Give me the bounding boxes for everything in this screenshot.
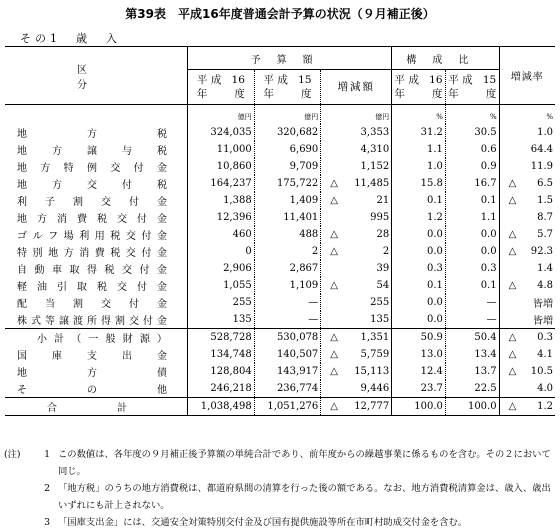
cell-diff-sign: △ — [321, 175, 338, 192]
notes-label: (注) — [4, 449, 21, 460]
row-name: 特別地方消費税交付金 — [17, 248, 167, 259]
table-row — [5, 124, 555, 141]
cell-v15: 1,109 — [254, 277, 321, 294]
table-row — [5, 294, 555, 311]
cell-p16: 0.1 — [392, 277, 446, 294]
header-diff: 増減額 — [321, 70, 392, 105]
cell-rate-sign: △ — [499, 243, 516, 260]
cell-p15: 13.7 — [445, 363, 499, 380]
cell-diff-sign — [321, 311, 338, 329]
row-name: 配当割交付金 — [17, 299, 167, 310]
table-row — [5, 380, 555, 398]
table-row — [5, 398, 555, 416]
cell-p15: 22.5 — [445, 380, 499, 398]
cell-rate-sign: △ — [499, 346, 516, 363]
unit-v16: 億円 — [188, 105, 255, 125]
cell-diff: 12,777 — [338, 398, 392, 416]
cell-p16: 100.0 — [392, 398, 446, 416]
cell-p16: 1.1 — [392, 141, 446, 158]
cell-rate-sign — [499, 294, 516, 311]
header-r16: 平成 16年度 — [392, 70, 446, 105]
cell-p15: 0.9 — [445, 158, 499, 175]
cell-p15: 16.7 — [445, 175, 499, 192]
cell-v15: 530,078 — [254, 329, 321, 347]
cell-v16: 1,038,498 — [188, 398, 255, 416]
cell-diff-sign — [321, 124, 338, 141]
cell-diff-sign — [321, 141, 338, 158]
cell-rate-sign: △ — [499, 277, 516, 294]
cell-p15: 0.1 — [445, 192, 499, 209]
header-ratio: 構成比 — [392, 47, 499, 70]
table-row — [5, 277, 555, 294]
cell-v16: 324,035 — [188, 124, 255, 141]
table-row — [5, 363, 555, 380]
cell-v15: 2 — [254, 243, 321, 260]
cell-rate-sign: △ — [499, 329, 516, 347]
cell-diff-sign: △ — [321, 277, 338, 294]
cell-rate-sign — [499, 311, 516, 329]
cell-rate: 10.5 — [530, 366, 553, 377]
cell-p15: 100.0 — [445, 398, 499, 416]
cell-rate: 92.3 — [530, 246, 553, 257]
cell-diff-sign — [321, 158, 338, 175]
cell-diff: 1,351 — [338, 329, 392, 347]
header-category: 区 分 — [77, 64, 252, 91]
cell-v16: 164,237 — [188, 175, 255, 192]
cell-diff: 3,353 — [360, 127, 390, 138]
cell-diff-sign: △ — [321, 398, 338, 416]
cell-v15: 6,690 — [254, 141, 321, 158]
cell-v16: 460 — [188, 226, 255, 243]
cell-diff-sign — [321, 260, 338, 277]
cell-diff: 2 — [382, 246, 390, 257]
cell-rate: 8.7 — [537, 212, 553, 223]
cell-rate-sign — [499, 260, 516, 277]
cell-v15: 488 — [254, 226, 321, 243]
table-row — [5, 329, 555, 347]
cell-rate: 皆増 — [533, 299, 553, 310]
cell-diff-sign: △ — [321, 363, 338, 380]
cell-v15: 1,409 — [254, 192, 321, 209]
cell-rate: 11.9 — [530, 161, 553, 172]
cell-p16: 31.2 — [392, 124, 446, 141]
cell-diff: 135 — [370, 314, 390, 325]
cell-rate: 1.4 — [537, 263, 553, 274]
cell-diff-sign — [321, 209, 338, 226]
cell-diff-sign — [321, 294, 338, 311]
cell-p15: — — [445, 294, 499, 311]
cell-diff: 4,310 — [360, 144, 390, 155]
cell-p15: 1.1 — [445, 209, 499, 226]
row-name: 地方消費税交付金 — [17, 214, 167, 225]
cell-v16: 0 — [188, 243, 255, 260]
cell-p16: 0.0 — [392, 243, 446, 260]
cell-v15: 175,722 — [254, 175, 321, 192]
cell-rate-sign — [499, 380, 516, 398]
cell-p15: — — [445, 311, 499, 329]
cell-v16: 528,728 — [188, 329, 255, 347]
cell-v16: 135 — [188, 311, 255, 329]
cell-p15: 50.4 — [445, 329, 499, 347]
cell-rate: 皆増 — [533, 316, 553, 327]
cell-v16: 128,804 — [188, 363, 255, 380]
cell-v15: 9,709 — [254, 158, 321, 175]
cell-diff-sign: △ — [321, 226, 338, 243]
row-name: 合計 — [5, 398, 188, 416]
note-1-text: この数値は、各年度の９月補正後予算額の単純合計であり、前年度からの繰越事業に係るものを含む。その２において同じ。 — [58, 449, 551, 477]
row-name: ゴルフ場利用税交付金 — [17, 231, 167, 242]
cell-diff: 995 — [370, 212, 390, 223]
unit-p15: % — [445, 105, 499, 125]
cell-v15: 320,682 — [254, 124, 321, 141]
cell-v15: 143,917 — [254, 363, 321, 380]
cell-p15: 0.6 — [445, 141, 499, 158]
cell-diff: 54 — [376, 280, 390, 291]
cell-rate-sign: △ — [499, 175, 516, 192]
cell-p16: 0.3 — [392, 260, 446, 277]
cell-rate: 64.4 — [530, 144, 553, 155]
cell-v15: 236,774 — [254, 380, 321, 398]
row-name: 地方債 — [17, 368, 167, 379]
cell-diff: 9,446 — [360, 383, 390, 394]
row-name: 地方特例交付金 — [17, 163, 167, 174]
cell-diff: 11,485 — [354, 178, 390, 189]
cell-v16: 12,396 — [188, 209, 255, 226]
cell-diff: 28 — [376, 229, 390, 240]
table-row — [5, 226, 555, 243]
cell-rate-sign — [499, 124, 516, 141]
note-2-text: 「地方税」のうちの地方消費税は、都道府県間の清算を行った後の額である。なお、地方消費税清算金は、歳入、歳出いずれにも計上されない。 — [58, 483, 551, 511]
cell-v15: 140,507 — [254, 346, 321, 363]
header-rate: 増減率 — [499, 47, 555, 105]
cell-v15: 1,051,276 — [254, 398, 321, 416]
revenue-table — [5, 46, 555, 416]
cell-rate-sign — [499, 209, 516, 226]
table-row — [5, 175, 555, 192]
cell-rate: 5.7 — [537, 229, 553, 240]
cell-rate-sign — [499, 158, 516, 175]
table-title: 第39表 平成16年度普通会計予算の状況（９月補正後） — [125, 7, 435, 21]
cell-p15: 0.3 — [445, 260, 499, 277]
row-name: 地方交付税 — [17, 180, 167, 191]
row-name: 軽油引取税交付金 — [17, 282, 167, 293]
cell-rate: 6.5 — [537, 178, 553, 189]
unit-v15: 億円 — [254, 105, 321, 125]
cell-v16: 1,055 — [188, 277, 255, 294]
cell-v16: 246,218 — [188, 380, 255, 398]
cell-diff-sign: △ — [321, 329, 338, 347]
cell-rate: 1.2 — [516, 398, 555, 416]
cell-diff-sign: △ — [321, 243, 338, 260]
cell-rate-sign: △ — [499, 398, 516, 416]
row-name: 小計（一般財源） — [5, 329, 188, 347]
cell-rate-sign: △ — [499, 226, 516, 243]
cell-diff: 15,113 — [354, 366, 390, 377]
row-name: その他 — [17, 385, 167, 396]
note-2: 2 「地方税」のうちの地方消費税は、都道府県間の清算を行った後の額である。なお、地方消費税清算金は、歳入、歳出いずれにも計上されない。 — [4, 480, 556, 514]
cell-p16: 1.0 — [392, 158, 446, 175]
header-h15: 平成 15年度 — [254, 70, 321, 105]
cell-rate: 4.0 — [537, 383, 553, 394]
cell-rate-sign: △ — [499, 192, 516, 209]
cell-diff-sign: △ — [321, 346, 338, 363]
cell-diff-sign: △ — [321, 192, 338, 209]
cell-p16: 1.2 — [392, 209, 446, 226]
cell-v15: 2,867 — [254, 260, 321, 277]
table-row — [5, 346, 555, 363]
cell-diff: 5,759 — [360, 349, 390, 360]
table-row — [5, 260, 555, 277]
cell-v16: 255 — [188, 294, 255, 311]
cell-diff: 21 — [376, 195, 390, 206]
cell-v16: 1,388 — [188, 192, 255, 209]
row-name: 自動車取得税交付金 — [17, 265, 167, 276]
table-row — [5, 141, 555, 158]
unit-rate: % — [546, 112, 553, 121]
cell-p16: 23.7 — [392, 380, 446, 398]
note-1: (注) 1 この数値は、各年度の９月補正後予算額の単純合計であり、前年度からの繰越事業に係るものを含む。その２において同じ。 — [4, 446, 556, 480]
cell-p16: 15.8 — [392, 175, 446, 192]
cell-rate: 0.3 — [516, 329, 555, 347]
table-row — [5, 158, 555, 175]
cell-p16: 12.4 — [392, 363, 446, 380]
cell-rate: 4.8 — [537, 280, 553, 291]
row-name: 株式等譲渡所得割交付金 — [17, 316, 167, 327]
cell-v15: — — [254, 294, 321, 311]
cell-v16: 2,906 — [188, 260, 255, 277]
cell-v16: 11,000 — [188, 141, 255, 158]
row-name: 地方譲与税 — [17, 146, 167, 157]
cell-diff-sign — [321, 380, 338, 398]
unit-diff: 億円 — [375, 112, 390, 121]
cell-p15: 0.1 — [445, 277, 499, 294]
notes — [4, 446, 556, 531]
row-name: 地方税 — [17, 129, 167, 140]
table-row — [5, 243, 555, 260]
header-h16: 平成 16年度 — [188, 70, 255, 105]
cell-p15: 30.5 — [445, 124, 499, 141]
cell-diff: 255 — [370, 297, 390, 308]
cell-v15: 11,401 — [254, 209, 321, 226]
table-subtitle: その1 歳 入 — [20, 32, 121, 45]
cell-rate-sign — [499, 141, 516, 158]
cell-v15: — — [254, 311, 321, 329]
cell-p16: 0.1 — [392, 192, 446, 209]
unit-p16: % — [392, 105, 446, 125]
row-name: 利子割交付金 — [17, 197, 167, 208]
table-row — [5, 209, 555, 226]
cell-p15: 13.4 — [445, 346, 499, 363]
table-row — [5, 311, 555, 329]
cell-p16: 50.9 — [392, 329, 446, 347]
cell-v16: 134,748 — [188, 346, 255, 363]
cell-p16: 13.0 — [392, 346, 446, 363]
cell-rate-sign: △ — [499, 363, 516, 380]
cell-v16: 10,860 — [188, 158, 255, 175]
cell-diff: 39 — [376, 263, 390, 274]
cell-p15: 0.0 — [445, 243, 499, 260]
header-r15: 平成 15年度 — [445, 70, 499, 105]
cell-diff: 1,152 — [360, 161, 390, 172]
note-3: 3 「国庫支出金」には、交通安全対策特別交付金及び国有提供施設等所在市町村助成交付金を含む。 — [4, 514, 556, 531]
cell-p15: 0.0 — [445, 226, 499, 243]
row-name: 国庫支出金 — [17, 351, 167, 362]
cell-rate: 1.0 — [537, 127, 553, 138]
cell-p16: 0.0 — [392, 294, 446, 311]
cell-p16: 0.0 — [392, 226, 446, 243]
table-row — [5, 192, 555, 209]
note-3-text: 「国庫支出金」には、交通安全対策特別交付金及び国有提供施設等所在市町村助成交付金を含む。 — [58, 517, 468, 528]
cell-p16: 0.0 — [392, 311, 446, 329]
header-budget: 予算額 — [188, 47, 392, 70]
cell-rate: 4.1 — [537, 349, 553, 360]
cell-rate: 1.5 — [537, 195, 553, 206]
